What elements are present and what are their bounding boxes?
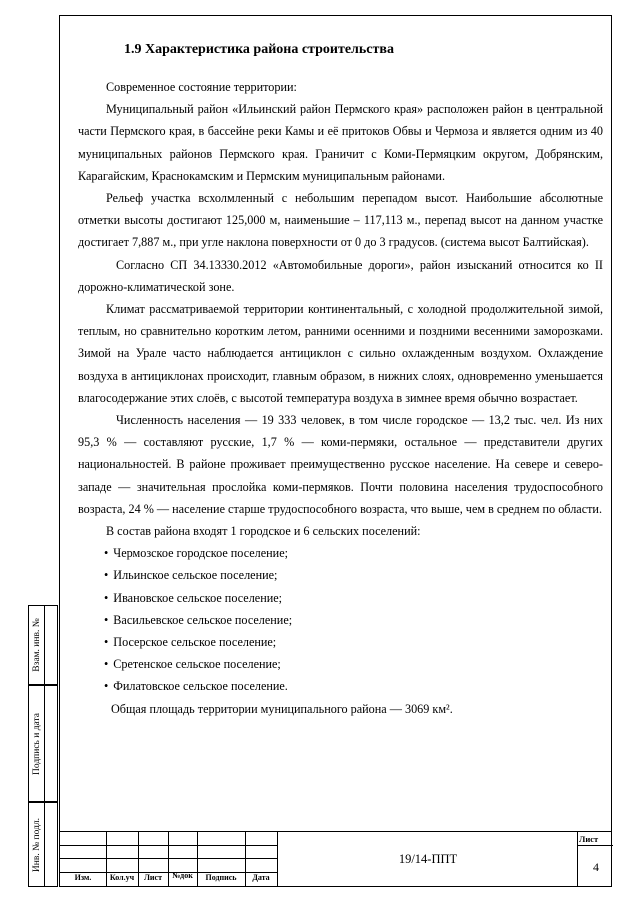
side-stamp-inv-cell bbox=[44, 802, 58, 887]
sheet-label: Лист bbox=[579, 834, 599, 844]
list-item: • Чермозское городское поселение; bbox=[104, 546, 289, 561]
koluch-label: Кол.уч bbox=[109, 873, 135, 882]
paragraph-relief: Рельеф участка всхолмленный с небольшим перепадом высот. Наибольшие абсолютные отметки высоты достигают 125,000 м, наименьшие – 117,113 м., перепад высот на данном участке достигает 7,887 м., при угле наклона поверхности от 0 до 3 градусов. (система высот Балтийская). bbox=[78, 191, 603, 250]
paragraph-location: Муниципальный район «Ильинский район Пермского края» расположен район в центральной части Пермского края, в бассейне реки Камы и её притоков Обвы и Чермоза и является одним из 40 муниципальных районов Пермского края. Граничит с Коми-Пермяцким округом, Добрянским, Карагайским, Краснокамским и Пермским муниципальным районами. bbox=[78, 102, 603, 183]
title-block bbox=[59, 831, 612, 887]
side-stamp-vzam: Взам. инв. № bbox=[28, 605, 44, 685]
ndok-label: №док bbox=[172, 871, 193, 880]
paragraph-intro: Современное состояние территории: bbox=[106, 80, 297, 94]
bullet-icon: • bbox=[104, 635, 109, 650]
document-body bbox=[78, 40, 603, 720]
side-stamp-inv: Инв. № подл. bbox=[28, 802, 44, 887]
settlement-list bbox=[78, 542, 603, 697]
bullet-icon: • bbox=[104, 568, 109, 583]
side-stamp-podpis: Подпись и дата bbox=[28, 685, 44, 802]
izm-label: Изм. bbox=[74, 873, 92, 882]
list-item: • Ивановское сельское поселение; bbox=[104, 590, 283, 605]
list-item: • Филатовское сельское поселение. bbox=[104, 679, 288, 694]
document-code: 19/14-ППТ bbox=[398, 852, 458, 866]
data-label: Дата bbox=[252, 873, 270, 882]
bullet-icon: • bbox=[104, 612, 109, 627]
podpis-label: Подпись bbox=[205, 873, 237, 882]
paragraph-climate-zone: Согласно СП 34.13330.2012 «Автомобильные дороги», район изысканий относится ко II дорожно-климатической зоне. bbox=[78, 257, 603, 294]
bullet-icon: • bbox=[104, 590, 109, 605]
bullet-icon: • bbox=[104, 679, 109, 694]
side-stamp-podpis-cell bbox=[44, 685, 58, 802]
list-item: • Васильевское сельское поселение; bbox=[104, 612, 293, 627]
side-stamp-vzam-cell bbox=[44, 605, 58, 685]
bullet-icon: • bbox=[104, 546, 109, 561]
list-item: • Сретенское сельское поселение; bbox=[104, 657, 281, 672]
list-item: • Посерское сельское поселение; bbox=[104, 635, 277, 650]
paragraph-total-area: Общая площадь территории муниципального района — 3069 км². bbox=[111, 701, 453, 716]
paragraph-climate: Климат рассматриваемой территории континентальный, с холодной продолжительной зимой, теплым, но сравнительно коротким летом, ранними осенними и поздними весенними заморозками. Зимой на Урале часто наблюдается антициклон с сильно охлажденным воздухом. Охлаждение воздуха в антициклонах происходит, главным образом, в нижних слоях, одновременно уменьшается влагосодержание этих слоёв, с высотой температура воздуха в зимнее время обычно возрастает. bbox=[78, 302, 603, 405]
list-label: Лист bbox=[143, 873, 163, 882]
sheet-number: 4 bbox=[593, 860, 599, 874]
list-item: • Ильинское сельское поселение; bbox=[104, 568, 278, 583]
paragraph-settlements-intro: В состав района входят 1 городское и 6 сельских поселений: bbox=[106, 524, 421, 539]
paragraph-population: Численность населения — 19 333 человек, в том числе городское — 13,2 тыс. чел. Из них 95,3 % — составляют русские, 1,7 % — коми-пермяки, остальное — представители других национальностей. В районе проживает преимущественно русское население. На севере и северо-западе — значительная прослойка коми-пермяков. Почти половина населения трудоспособного возраста, 24 % — население старше трудоспособного возраста, что выше, чем в среднем по области. bbox=[78, 413, 603, 516]
bullet-icon: • bbox=[104, 657, 109, 672]
section-heading: 1.9 Характеристика района строительства bbox=[124, 42, 394, 57]
